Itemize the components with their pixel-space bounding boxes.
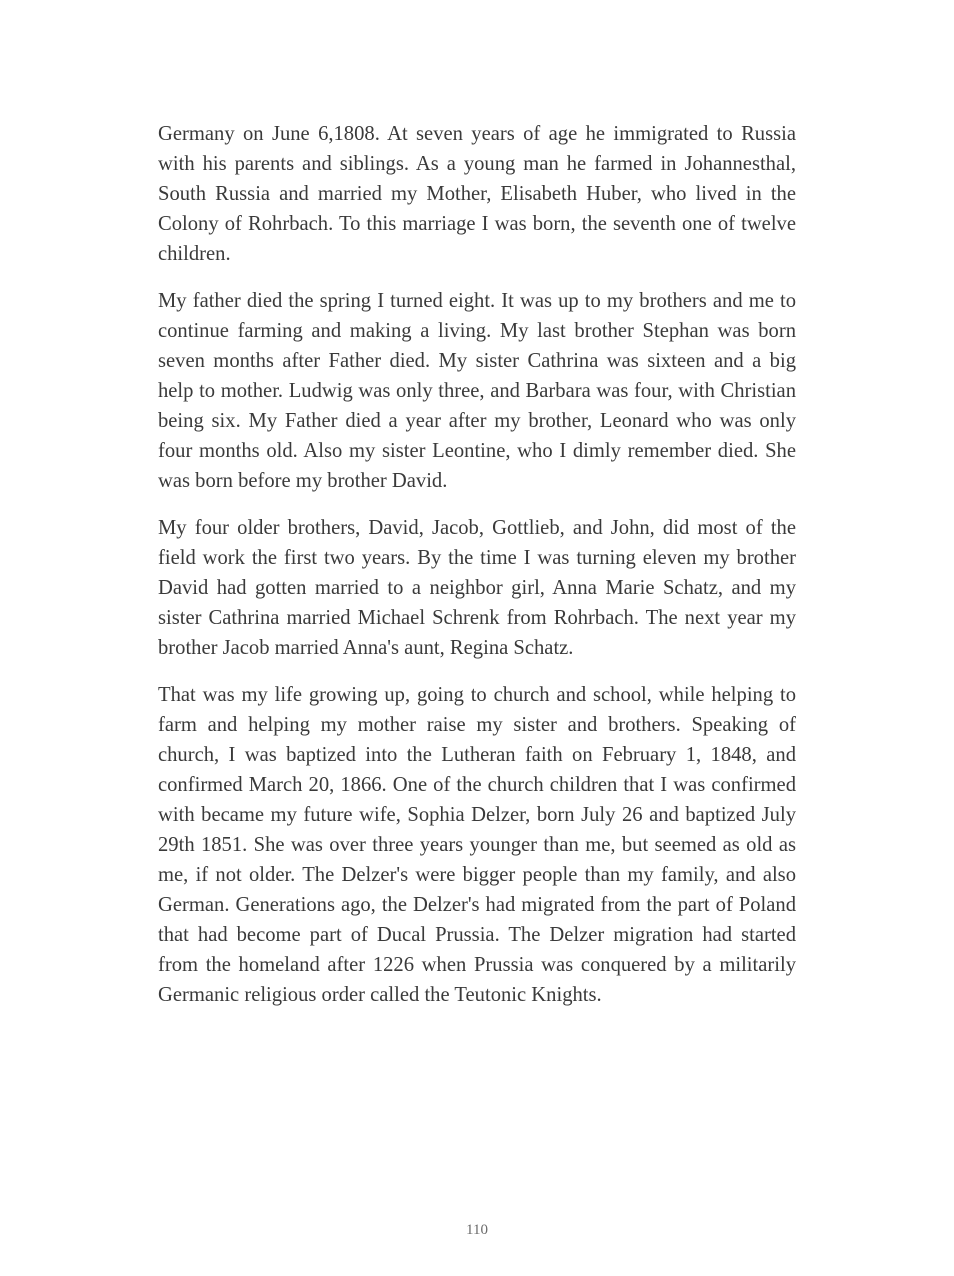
paragraph-4: That was my life growing up, going to church and school, while helping to farm and helping my mother raise my sister and brothers. Speaking of church, I was baptized into the Lutheran faith on February 1, 1848, and confirmed March 20, 1866. One of the church children that I was confirmed with became my future wife, Sophia Delzer, born July 26 and baptized July 29th 1851. She was over three years younger than me, but seemed as old as me, if not older. The Delzer's were bigger people than my family, and also German. Generations ago, the Delzer's had migrated from the part of Poland that had become part of Ducal Prussia. The Delzer migration had started from the homeland after 1226 when Prussia was conquered by a militarily Germanic religious order called the Teutonic Knights. (158, 684, 796, 1006)
paragraph-1: Germany on June 6,1808. At seven years of age he immigrated to Russia with his parents and siblings. As a young man he farmed in Johannesthal, South Russia and married my Mother, Elisabeth Huber, who lived in the Colony of Rohrbach. To this marriage I was born, the seventh one of twelve children. (158, 123, 796, 265)
paragraph-3: My four older brothers, David, Jacob, Gottlieb, and John, did most of the field work the first two years. By the time I was turning eleven my brother David had gotten married to a neighbor girl, Anna Marie Schatz, and my sister Cathrina married Michael Schrenk from Rohrbach. The next year my brother Jacob married Anna's aunt, Regina Schatz. (158, 517, 796, 659)
page-number: 110 (466, 1222, 488, 1238)
paragraph-2: My father died the spring I turned eight. It was up to my brothers and me to continue farming and making a living. My last brother Stephan was born seven months after Father died. My sister Cathrina was sixteen and a big help to mother. Ludwig was only three, and Barbara was four, with Christian being six. My Father died a year after my brother, Leonard who was only four months old. Also my sister Leontine, who I dimly remember died. She was born before my brother David. (158, 290, 796, 492)
body-text (158, 119, 796, 1027)
